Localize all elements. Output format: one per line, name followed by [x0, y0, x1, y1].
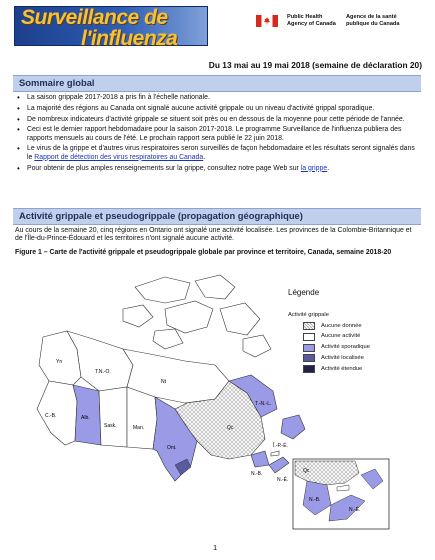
label-nwt: T.N.-O. — [95, 369, 111, 375]
legend-swatch — [303, 322, 315, 330]
bullet-text: De nombreux indicateurs d'activité grippale se situent soit près ou en dessous de la moyenne pour cette période de l'année. — [27, 115, 405, 123]
inset-label-quebec: Qc — [303, 468, 310, 474]
agency-name-en: Public Health Agency of Canada — [287, 14, 336, 27]
legend-swatch — [303, 354, 315, 362]
summary-bullet — [15, 165, 420, 173]
label-ns: N.-É. — [277, 477, 289, 483]
bullet-text: Pour obtenir de plus amples renseignements sur la grippe, consultez notre page Web sur — [27, 164, 299, 172]
summary-bullet — [15, 116, 420, 124]
geographic-spread-section-header — [13, 208, 421, 225]
program-title-line1: Surveillance de — [21, 6, 168, 29]
label-quebec: Qc — [227, 425, 234, 431]
report-dates: Du 13 mai au 19 mai 2018 (semaine de déclaration 20) — [208, 60, 422, 70]
region-newfoundland — [281, 415, 305, 439]
bullet-text: La majorité des régions au Canada ont signalé aucune activité grippale ou un niveau d'activité grippal sporadique. — [27, 104, 375, 112]
page-number: 1 — [213, 543, 218, 552]
label-nb: N.-B. — [251, 471, 263, 477]
legend-label: Activité sporadique — [321, 344, 370, 351]
label-pei: Î.-P.-É. — [273, 443, 288, 449]
legend-swatch — [303, 365, 315, 373]
label-alberta: Alb. — [81, 415, 90, 421]
geographic-spread-paragraph: Au cours de la semaine 20, cinq régions en Ontario ont signalé une activité localisée. Les provinces de la Colombie-Britannique et de l'Île-du-Prince-Édouard et les territoires n'ont signalé aucune activité. — [15, 227, 412, 243]
bullet-text: Le virus de la grippe et d'autres virus respiratoires seron surveillés de façon hebdomadaire et les résultats seront signalés dans le — [27, 145, 415, 161]
legend-swatch — [303, 344, 315, 352]
summary-bullet-list — [15, 94, 420, 175]
legend-item-widespread — [288, 364, 408, 375]
label-nl: T.-N.-L. — [255, 401, 272, 407]
bullet-text-tail: . — [327, 164, 330, 172]
legend-label: Activité étendue — [321, 365, 363, 372]
program-title — [21, 7, 177, 49]
label-manitoba: Man. — [133, 425, 145, 431]
legend-item-no-activity — [288, 332, 408, 343]
program-banner-logo — [14, 6, 208, 50]
bullet-text: Ceci est le dernier rapport hebdomadaire pour la saison 2017-2018. Le programme Surveillance de l'influenza publiera des rapports mensuels au cours de l'été. Le prochain rapport sera publié le 22 juin 2018. — [27, 126, 402, 142]
label-ontario: Ont. — [167, 445, 177, 451]
region-saskatchewan — [99, 387, 127, 447]
figure-caption: Figure 1 – Carte de l'activité grippale et pseudogrippale globale par province et territoire, Canada, semaine 2018-20 — [15, 249, 392, 256]
summary-bullet — [15, 126, 420, 143]
arctic-islands — [123, 275, 271, 357]
summary-bullet — [15, 94, 420, 102]
canada-flag-icon — [256, 15, 278, 27]
inset-label-nb: N.-B. — [309, 497, 321, 503]
flu-webpage-link[interactable]: la grippe — [300, 164, 328, 172]
program-title-line2: l'influenza — [81, 27, 178, 50]
respiratory-virus-report-link[interactable]: Rapport de détection des virus respiratoires au Canada — [34, 153, 204, 161]
legend-label: Aucune activité — [321, 333, 361, 340]
legend-item-sporadic — [288, 343, 408, 354]
legend-swatch — [303, 333, 315, 341]
bullet-text: La saison grippale 2017-2018 a pris fin à l'échelle nationale. — [27, 94, 210, 101]
region-nova-scotia — [269, 457, 289, 473]
label-nunavut: Nt — [161, 379, 166, 385]
legend-label: Aucune donnée — [321, 322, 362, 329]
legend-label: Activité localisée — [321, 354, 364, 361]
maritimes-inset — [293, 459, 389, 529]
bullet-text-tail: . — [203, 153, 206, 161]
summary-bullet — [15, 145, 420, 162]
legend-item-localized — [288, 353, 408, 364]
inset-label-ns: N.-É. — [349, 507, 361, 513]
summary-bullet — [15, 105, 420, 113]
label-saskatchewan: Sask. — [104, 423, 117, 429]
summary-title: Sommaire global — [19, 77, 95, 88]
legend-item-no-data — [288, 321, 408, 332]
legend-title: Légende — [288, 288, 320, 297]
label-yukon: Yn — [56, 359, 63, 365]
summary-section-header — [13, 75, 421, 92]
region-new-brunswick — [251, 451, 269, 467]
legend-subtitle: Activité grippale — [288, 312, 329, 318]
region-pei — [271, 451, 279, 456]
map-legend — [288, 288, 408, 375]
agency-name-fr: Agence de la santé publique du Canada — [346, 14, 400, 27]
region-manitoba — [127, 387, 157, 449]
geographic-spread-title: Activité grippale et pseudogrippale (propagation géographique) — [19, 210, 303, 221]
region-bc — [37, 381, 77, 445]
label-bc: C.-B. — [45, 413, 57, 419]
